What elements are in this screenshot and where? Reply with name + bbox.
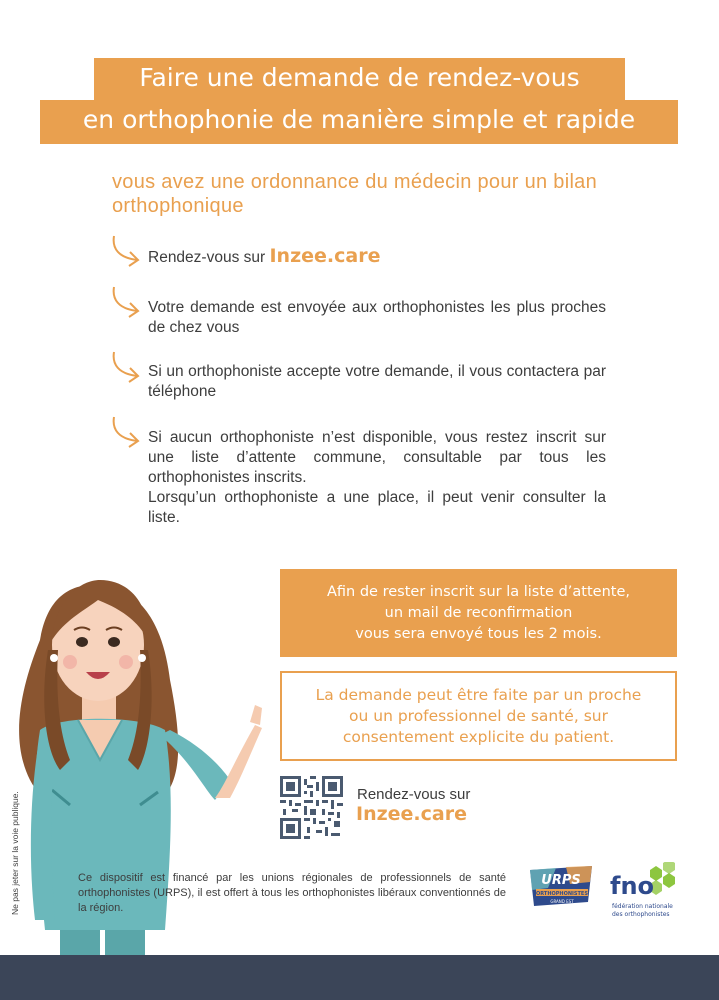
notice-line-1: Afin de rester inscrit sur la liste d’attente, (327, 583, 630, 600)
consent-notice (280, 671, 677, 761)
curved-arrow-icon (110, 415, 142, 451)
fno-logo-text: fno (610, 872, 655, 900)
consent-line-2: ou un professionnel de santé, sur (349, 706, 608, 725)
urps-logo-text: URPS (541, 873, 581, 888)
consent-line-1: La demande peut être faite par un proche (315, 685, 642, 704)
title-line-2: en orthophonie de manière simple et rapide (40, 100, 678, 144)
curved-arrow-icon (110, 234, 142, 270)
urps-logo-region: GRAND EST (550, 899, 574, 904)
step-1 (148, 246, 606, 268)
step-3-text: Si un orthophoniste accepte votre demande, il vous contactera par téléphone (148, 363, 606, 400)
urps-logo-sub: ORTHOPHONISTES (536, 891, 588, 897)
qr-brand-link[interactable]: Inzee.care (356, 803, 467, 825)
qr-code[interactable] (280, 776, 343, 839)
step-4 (148, 428, 606, 528)
step-1-brand-link[interactable]: Inzee.care (269, 245, 381, 267)
urps-logo (526, 864, 596, 916)
curved-arrow-icon (110, 285, 142, 321)
fno-logo (608, 862, 682, 926)
step-2-text: Votre demande est envoyée aux orthophonistes les plus proches de chez vous (148, 299, 606, 336)
footer-bar (0, 955, 719, 1000)
title-line-1: Faire une demande de rendez-vous (94, 58, 625, 100)
reconfirmation-notice (280, 569, 677, 657)
curved-arrow-icon (110, 350, 142, 386)
fno-logo-sub-2: des orthophonistes (612, 911, 670, 918)
step-1-text: Rendez-vous sur (148, 249, 266, 266)
fno-logo-sub-1: fédération nationale (612, 903, 673, 910)
disposal-note: Ne pas jeter sur la voie publique. (10, 791, 20, 915)
qr-label: Rendez-vous sur (357, 786, 471, 803)
subtitle: vous avez une ordonnance du médecin pour un bilan orthophonique (112, 171, 598, 217)
notice-line-3: vous sera envoyé tous les 2 mois. (355, 625, 602, 642)
consent-line-3: consentement explicite du patient. (342, 727, 615, 746)
notice-line-2: un mail de reconfirmation (384, 604, 573, 621)
step-4-text: Si aucun orthophoniste n’est disponible, vous restez inscrit sur une liste d’attente commune, consultable par tous les orthophonistes inscrits. (148, 429, 606, 486)
funding-note: Ce dispositif est financé par les unions régionales de professionnels de santé orthophonistes (URPS), il est offert à tous les orthophonistes libéraux conventionnés de la région. (78, 872, 506, 914)
step-4-text-2: Lorsqu’un orthophoniste a une place, il peut venir consulter la liste. (148, 489, 606, 526)
